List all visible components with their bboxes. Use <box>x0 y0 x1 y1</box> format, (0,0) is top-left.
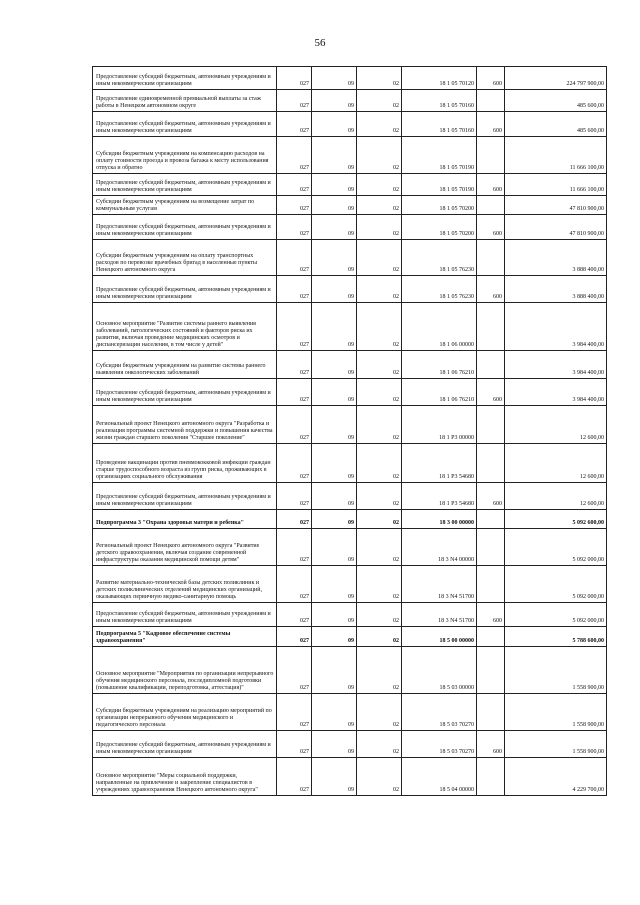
row-expense-type: 600 <box>477 379 505 406</box>
row-name: Предоставление субсидий бюджетным, автономным учреждениям и иным некоммерческим организациям <box>93 112 277 137</box>
row-name: Основное мероприятие "Развитие системы раннего выявления заболеваний, патологических состояний и факторов риска их развития, включая проведение медицинских осмотров и диспансеризации населения, в том числе у детей" <box>93 303 277 351</box>
row-amount: 485 600,00 <box>505 112 607 137</box>
row-subsection: 02 <box>357 276 402 303</box>
table-row <box>93 627 607 647</box>
row-amount: 12 600,00 <box>505 406 607 444</box>
table-row <box>93 215 607 240</box>
row-code: 027 <box>277 510 312 529</box>
row-name: Субсидии бюджетным учреждениям на развитие системы раннего выявления онкологических заболеваний <box>93 351 277 379</box>
row-target: 18 1 05 70120 <box>402 67 477 90</box>
table-row <box>93 196 607 215</box>
row-name: Развитие материально-технической базы детских поликлиник и детских поликлинических отделений медицинских организаций, оказывающих первичную медико-санитарную помощь <box>93 566 277 603</box>
row-section: 09 <box>312 215 357 240</box>
row-target: 18 1 P3 54680 <box>402 444 477 483</box>
row-subsection: 02 <box>357 112 402 137</box>
row-target: 18 5 03 00000 <box>402 647 477 694</box>
table-row <box>93 174 607 196</box>
row-amount: 5 092 000,00 <box>505 529 607 566</box>
row-code: 027 <box>277 483 312 510</box>
row-subsection: 02 <box>357 137 402 174</box>
row-name: Субсидии бюджетным учреждениям на возмещение затрат по коммунальным услугам <box>93 196 277 215</box>
row-code: 027 <box>277 647 312 694</box>
row-name: Предоставление субсидий бюджетным, автономным учреждениям и иным некоммерческим организациям <box>93 379 277 406</box>
row-amount: 47 810 900,00 <box>505 215 607 240</box>
row-target: 18 1 06 76210 <box>402 379 477 406</box>
row-expense-type <box>477 694 505 731</box>
row-section: 09 <box>312 603 357 627</box>
row-target: 18 1 P3 00000 <box>402 406 477 444</box>
row-subsection: 02 <box>357 351 402 379</box>
row-section: 09 <box>312 483 357 510</box>
row-name: Предоставление субсидий бюджетным, автономным учреждениям и иным некоммерческим организациям <box>93 276 277 303</box>
row-amount: 12 600,00 <box>505 483 607 510</box>
row-subsection: 02 <box>357 647 402 694</box>
row-expense-type <box>477 510 505 529</box>
row-code: 027 <box>277 731 312 758</box>
row-code: 027 <box>277 240 312 276</box>
row-amount: 11 666 100,00 <box>505 137 607 174</box>
row-amount: 12 600,00 <box>505 444 607 483</box>
row-section: 09 <box>312 137 357 174</box>
row-name: Проведение вакцинации против пневмококковой инфекции граждан старше трудоспособного возраста из групп риска, проживающих в организациях социального обслуживания <box>93 444 277 483</box>
table-row <box>93 510 607 529</box>
row-target: 18 1 06 76210 <box>402 351 477 379</box>
table-row <box>93 351 607 379</box>
page-number: 56 <box>314 37 326 49</box>
row-target: 18 1 05 70200 <box>402 215 477 240</box>
row-section: 09 <box>312 647 357 694</box>
row-target: 18 1 05 70190 <box>402 174 477 196</box>
table-row <box>93 379 607 406</box>
row-code: 027 <box>277 566 312 603</box>
row-code: 027 <box>277 67 312 90</box>
row-name: Основное мероприятие "Меры социальной поддержки, направленные на привлечение и закрепление специалистов в учреждениях здравоохранения Ненецкого автономного округа" <box>93 758 277 796</box>
row-target: 18 1 05 70190 <box>402 137 477 174</box>
row-section: 09 <box>312 67 357 90</box>
row-section: 09 <box>312 529 357 566</box>
row-expense-type: 600 <box>477 174 505 196</box>
table-row <box>93 303 607 351</box>
row-code: 027 <box>277 303 312 351</box>
row-amount: 11 666 100,00 <box>505 174 607 196</box>
row-name: Предоставление субсидий бюджетным, автономным учреждениям и иным некоммерческим организациям <box>93 215 277 240</box>
row-amount: 3 888 400,00 <box>505 276 607 303</box>
table-row <box>93 112 607 137</box>
row-code: 027 <box>277 112 312 137</box>
row-code: 027 <box>277 215 312 240</box>
row-subsection: 02 <box>357 483 402 510</box>
row-subsection: 02 <box>357 303 402 351</box>
row-section: 09 <box>312 758 357 796</box>
row-amount: 47 810 900,00 <box>505 196 607 215</box>
row-name: Предоставление субсидий бюджетным, автономным учреждениям и иным некоммерческим организациям <box>93 174 277 196</box>
row-expense-type <box>477 303 505 351</box>
row-code: 027 <box>277 276 312 303</box>
row-name: Региональный проект Ненецкого автономного округа "Разработка и реализация программы системной поддержки и повышения качества жизни граждан старшего поколения "Старшее поколение" <box>93 406 277 444</box>
table-row <box>93 67 607 90</box>
row-subsection: 02 <box>357 90 402 112</box>
row-section: 09 <box>312 112 357 137</box>
row-name: Предоставление субсидий бюджетным, автономным учреждениям и иным некоммерческим организациям <box>93 67 277 90</box>
row-expense-type: 600 <box>477 276 505 303</box>
table-row <box>93 90 607 112</box>
row-expense-type <box>477 137 505 174</box>
row-expense-type: 600 <box>477 215 505 240</box>
row-subsection: 02 <box>357 174 402 196</box>
row-name: Основное мероприятие "Мероприятия по организации непрерывного обучения медицинского персонала, последипломной подготовки (повышение квалификации, переподготовка, аттестация)" <box>93 647 277 694</box>
row-target: 18 3 N4 00000 <box>402 529 477 566</box>
row-amount: 4 229 700,00 <box>505 758 607 796</box>
table-row <box>93 444 607 483</box>
row-expense-type: 600 <box>477 603 505 627</box>
table-row <box>93 731 607 758</box>
row-code: 027 <box>277 90 312 112</box>
row-section: 09 <box>312 351 357 379</box>
row-subsection: 02 <box>357 196 402 215</box>
row-amount: 3 984 400,00 <box>505 351 607 379</box>
row-code: 027 <box>277 137 312 174</box>
row-subsection: 02 <box>357 566 402 603</box>
row-target: 18 1 05 70160 <box>402 112 477 137</box>
row-amount: 5 788 600,00 <box>505 627 607 647</box>
row-target: 18 1 06 00000 <box>402 303 477 351</box>
row-code: 027 <box>277 444 312 483</box>
row-section: 09 <box>312 694 357 731</box>
row-name: Региональный проект Ненецкого автономного округа "Развитие детского здравоохранения, включая создание современной инфраструктуры оказания медицинской помощи детям" <box>93 529 277 566</box>
row-subsection: 02 <box>357 510 402 529</box>
row-subsection: 02 <box>357 240 402 276</box>
budget-table-body <box>93 67 607 796</box>
row-section: 09 <box>312 303 357 351</box>
row-expense-type: 600 <box>477 67 505 90</box>
row-code: 027 <box>277 627 312 647</box>
row-target: 18 5 00 00000 <box>402 627 477 647</box>
row-amount: 5 092 600,00 <box>505 510 607 529</box>
table-row <box>93 483 607 510</box>
row-amount: 1 558 900,00 <box>505 694 607 731</box>
row-expense-type: 600 <box>477 112 505 137</box>
row-target: 18 5 04 00000 <box>402 758 477 796</box>
row-code: 027 <box>277 406 312 444</box>
row-target: 18 1 P3 54680 <box>402 483 477 510</box>
row-section: 09 <box>312 196 357 215</box>
row-target: 18 1 05 70160 <box>402 90 477 112</box>
row-target: 18 5 03 70270 <box>402 694 477 731</box>
row-code: 027 <box>277 758 312 796</box>
row-name: Предоставление единовременной премиальной выплаты за стаж работы в Ненецком автономном округе <box>93 90 277 112</box>
row-expense-type <box>477 444 505 483</box>
row-name: Подпрограмма 3 "Охрана здоровья матери и ребенка" <box>93 510 277 529</box>
row-expense-type <box>477 240 505 276</box>
table-row <box>93 529 607 566</box>
row-expense-type <box>477 351 505 379</box>
row-name: Субсидии бюджетным учреждениям на реализацию мероприятий по организации непрерывного обучения медицинского и педагогического персонала <box>93 694 277 731</box>
row-expense-type: 600 <box>477 731 505 758</box>
row-section: 09 <box>312 444 357 483</box>
row-section: 09 <box>312 566 357 603</box>
row-amount: 3 888 400,00 <box>505 240 607 276</box>
row-subsection: 02 <box>357 603 402 627</box>
row-section: 09 <box>312 510 357 529</box>
row-section: 09 <box>312 240 357 276</box>
row-amount: 224 797 900,00 <box>505 67 607 90</box>
row-target: 18 3 N4 51700 <box>402 603 477 627</box>
table-row <box>93 694 607 731</box>
row-amount: 3 984 400,00 <box>505 303 607 351</box>
row-section: 09 <box>312 276 357 303</box>
row-amount: 5 092 000,00 <box>505 566 607 603</box>
row-code: 027 <box>277 379 312 406</box>
row-subsection: 02 <box>357 67 402 90</box>
row-subsection: 02 <box>357 406 402 444</box>
table-row <box>93 566 607 603</box>
row-amount: 5 092 000,00 <box>505 603 607 627</box>
table-row <box>93 240 607 276</box>
row-code: 027 <box>277 351 312 379</box>
row-code: 027 <box>277 694 312 731</box>
row-expense-type <box>477 758 505 796</box>
row-subsection: 02 <box>357 758 402 796</box>
row-target: 18 3 N4 51700 <box>402 566 477 603</box>
row-code: 027 <box>277 196 312 215</box>
row-section: 09 <box>312 174 357 196</box>
row-subsection: 02 <box>357 694 402 731</box>
row-name: Предоставление субсидий бюджетным, автономным учреждениям и иным некоммерческим организациям <box>93 483 277 510</box>
row-name: Подпрограмма 5 "Кадровое обеспечение системы здравоохранения" <box>93 627 277 647</box>
row-subsection: 02 <box>357 731 402 758</box>
row-section: 09 <box>312 731 357 758</box>
table-row <box>93 276 607 303</box>
row-code: 027 <box>277 529 312 566</box>
row-amount: 1 558 900,00 <box>505 731 607 758</box>
row-target: 18 1 05 76230 <box>402 276 477 303</box>
row-expense-type <box>477 529 505 566</box>
row-subsection: 02 <box>357 529 402 566</box>
row-name: Предоставление субсидий бюджетным, автономным учреждениям и иным некоммерческим организациям <box>93 603 277 627</box>
table-row <box>93 603 607 627</box>
row-name: Предоставление субсидий бюджетным, автономным учреждениям и иным некоммерческим организациям <box>93 731 277 758</box>
row-section: 09 <box>312 379 357 406</box>
row-expense-type <box>477 566 505 603</box>
row-section: 09 <box>312 627 357 647</box>
row-amount: 3 984 400,00 <box>505 379 607 406</box>
row-code: 027 <box>277 174 312 196</box>
row-expense-type <box>477 406 505 444</box>
row-subsection: 02 <box>357 627 402 647</box>
row-expense-type <box>477 90 505 112</box>
row-target: 18 3 00 00000 <box>402 510 477 529</box>
row-expense-type <box>477 196 505 215</box>
table-row <box>93 647 607 694</box>
row-target: 18 5 03 70270 <box>402 731 477 758</box>
table-row <box>93 406 607 444</box>
row-code: 027 <box>277 603 312 627</box>
row-target: 18 1 05 76230 <box>402 240 477 276</box>
row-target: 18 1 05 70200 <box>402 196 477 215</box>
row-name: Субсидии бюджетным учреждениям на оплату транспортных расходов по перевозке врачебных бригад в населенные пункты Ненецкого автономного округа <box>93 240 277 276</box>
row-expense-type <box>477 647 505 694</box>
row-subsection: 02 <box>357 379 402 406</box>
table-row <box>93 137 607 174</box>
row-subsection: 02 <box>357 444 402 483</box>
row-amount: 485 600,00 <box>505 90 607 112</box>
row-expense-type <box>477 627 505 647</box>
table-row <box>93 758 607 796</box>
row-name: Субсидии бюджетным учреждениям на компенсацию расходов на оплату стоимости проезда и провоза багажа к месту использования отпуска и обратно <box>93 137 277 174</box>
row-subsection: 02 <box>357 215 402 240</box>
row-section: 09 <box>312 90 357 112</box>
row-expense-type: 600 <box>477 483 505 510</box>
row-amount: 1 558 900,00 <box>505 647 607 694</box>
budget-table <box>92 66 607 796</box>
row-section: 09 <box>312 406 357 444</box>
